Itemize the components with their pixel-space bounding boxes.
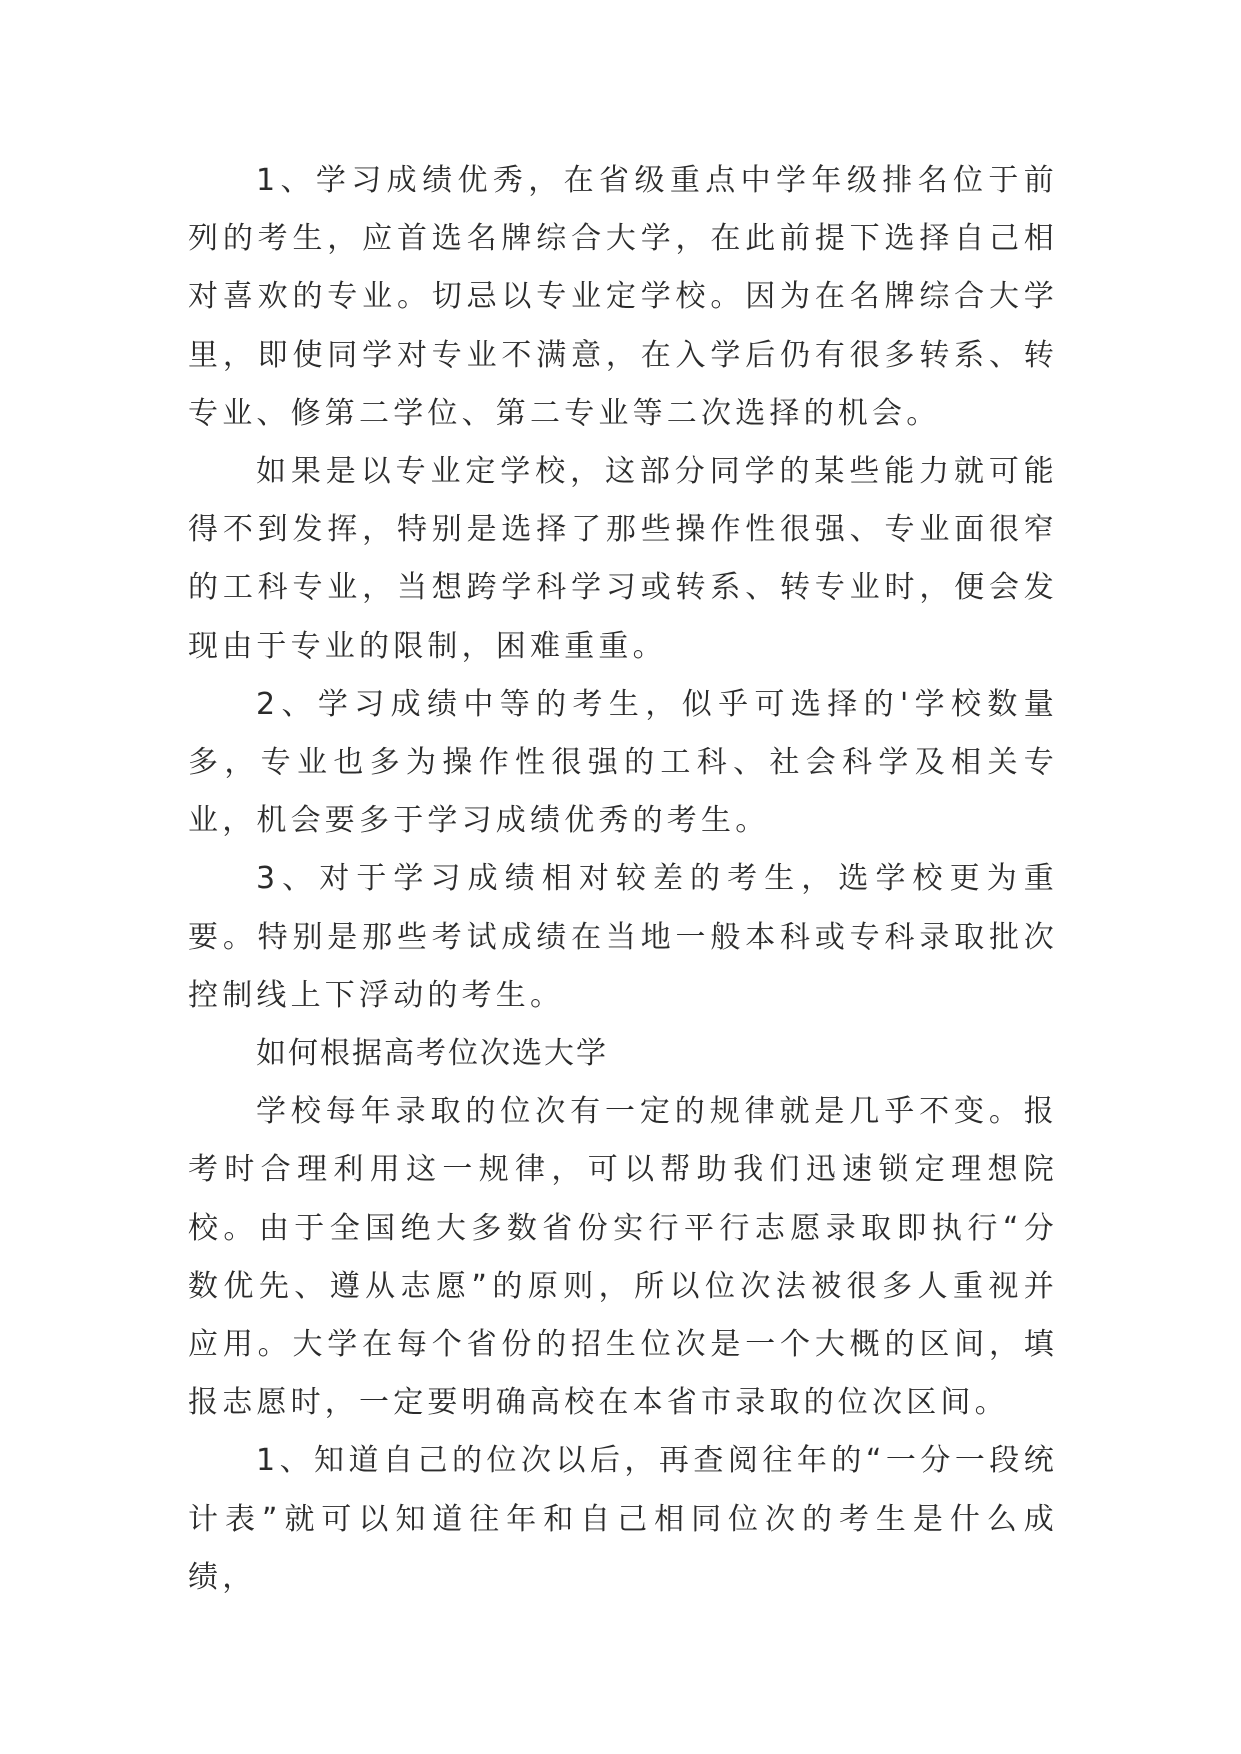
- paragraph-2: 如果是以专业定学校，这部分同学的某些能力就可能得不到发挥，特别是选择了那些操作性很强、专业面很窄的工科专业，当想跨学科学习或转系、转专业时，便会发现由于专业的限制，困难重重。: [188, 454, 1058, 664]
- paragraph-5: 学校每年录取的位次有一定的规律就是几乎不变。报考时合理利用这一规律，可以帮助我们迅速锁定理想院校。由于全国绝大多数省份实行平行志愿录取即执行“分数优先、遵从志愿”的原则，所以位次法被很多人重视并应用。大学在每个省份的招生位次是一个大概的区间，填报志愿时，一定要明确高校在本省市录取的位次区间。: [188, 1094, 1058, 1421]
- paragraph-3: 2、学习成绩中等的考生，似乎可选择的'学校数量多，专业也多为操作性很强的工科、社会科学及相关专业，机会要多于学习成绩优秀的考生。: [188, 686, 1058, 839]
- document-body: [188, 152, 1058, 1607]
- paragraph-6: 1、知道自己的位次以后，再查阅往年的“一分一段统计表”就可以知道往年和自己相同位次的考生是什么成绩，: [188, 1443, 1058, 1595]
- paragraph-4: 3、对于学习成绩相对较差的考生，选学校更为重要。特别是那些考试成绩在当地一般本科或专科录取批次控制线上下浮动的考生。: [188, 861, 1058, 1013]
- section-heading: 如何根据高考位次选大学: [256, 1036, 608, 1072]
- paragraph-1: 1、学习成绩优秀，在省级重点中学年级排名位于前列的考生，应首选名牌综合大学，在此前提下选择自己相对喜欢的专业。切忌以专业定学校。因为在名牌综合大学里，即使同学对专业不满意，在入学后仍有很多转系、转专业、修第二学位、第二专业等二次选择的机会。: [188, 163, 1058, 431]
